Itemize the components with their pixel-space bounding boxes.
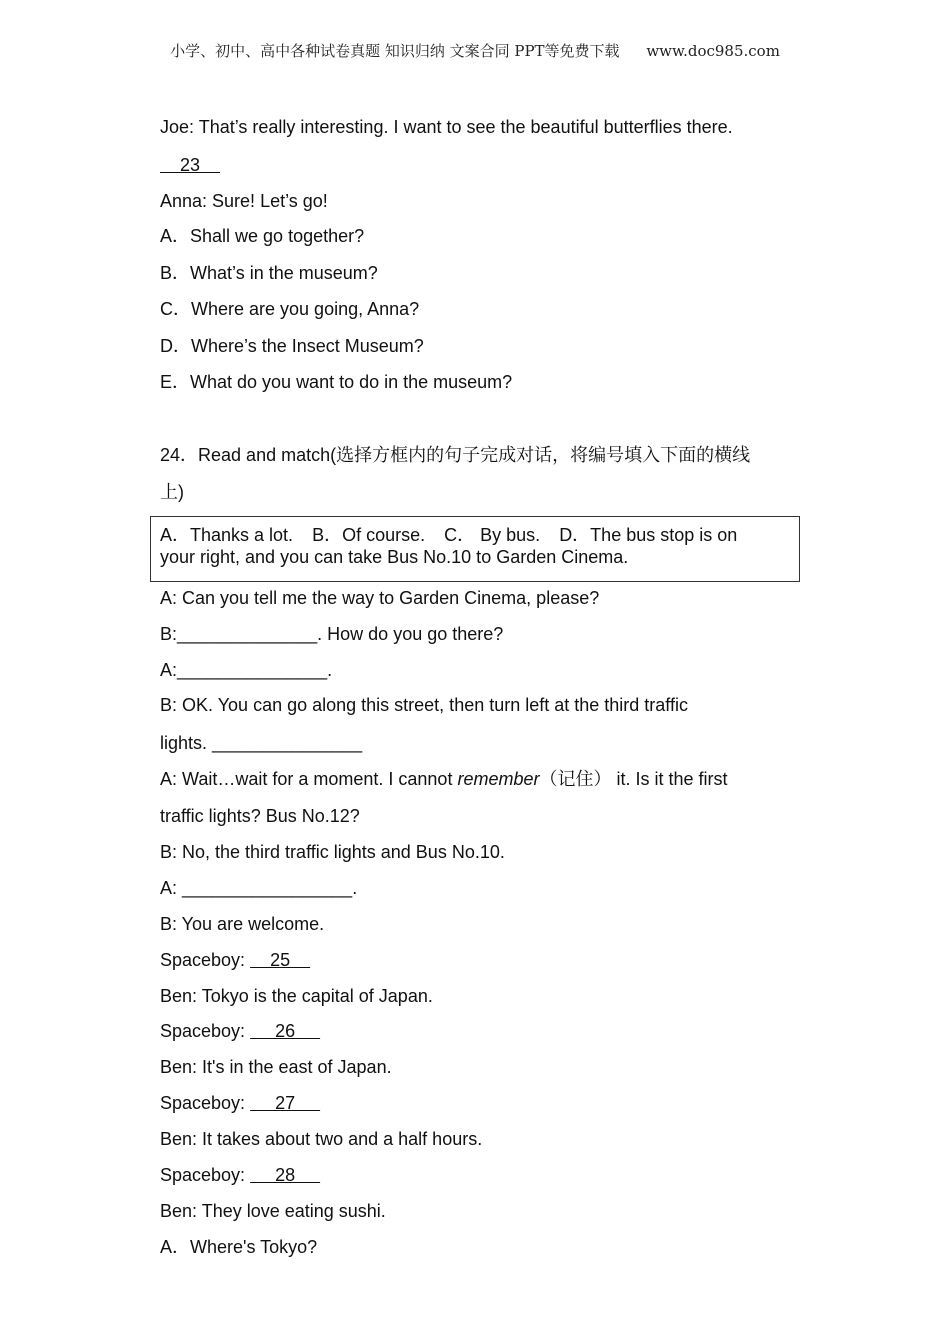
blank-26: 26 xyxy=(250,1021,321,1041)
q24-line-2: B:______________. How do you go there? xyxy=(160,624,504,644)
blank-23 xyxy=(160,154,220,176)
page-header xyxy=(0,40,950,61)
ben-line-1: Ben: Tokyo is the capital of Japan. xyxy=(160,986,433,1006)
ben-line-3: Ben: It takes about two and a half hours. xyxy=(160,1129,483,1149)
spaceboy-26 xyxy=(160,1020,320,1042)
q24-line-10: B: You are welcome. xyxy=(160,914,325,934)
anna-line: Anna: Sure! Let’s go! xyxy=(160,191,328,211)
spaceboy-27 xyxy=(160,1092,320,1114)
box-option-b: B．Of course. xyxy=(312,525,426,545)
ben-line-4: Ben: They love eating sushi. xyxy=(160,1201,386,1221)
spaceboy-25 xyxy=(160,949,310,971)
q24-line-9: A: _________________. xyxy=(160,878,358,898)
spaceboy-25-label: Spaceboy: xyxy=(160,950,251,970)
joe-line: Joe: That’s really interesting. I want to see the beautiful butterflies there. xyxy=(160,117,733,137)
blank-28: 28 xyxy=(250,1165,321,1185)
answer-box-text xyxy=(160,524,792,568)
q24-line-4: B: OK. You can go along this street, then turn left at the third traffic xyxy=(160,695,688,715)
question-24-title-text: 24．Read and match(选择方框内的句子完成对话，将编号填入下面的横线 xyxy=(160,445,751,465)
answer-box-line2: your right, and you can take Bus No.10 to Garden Cinema. xyxy=(160,547,629,567)
remember-word: remember xyxy=(457,769,540,789)
option-a-tokyo: A．Where's Tokyo? xyxy=(160,1237,318,1257)
blank-27: 27 xyxy=(250,1093,321,1113)
option-a: A．Shall we go together? xyxy=(160,226,365,246)
blank-25: 25 xyxy=(250,950,311,970)
q24-line-6c: （记住） it. Is it the first xyxy=(539,769,728,789)
header-text: 小学、初中、高中各种试卷真题 知识归纳 文案合同 PPT等免费下载 xyxy=(170,42,620,60)
header-site: www.doc985.com xyxy=(646,42,780,60)
q24-line-3: A:_______________. xyxy=(160,660,333,680)
spaceboy-26-label: Spaceboy: xyxy=(160,1021,251,1041)
option-c: C．Where are you going, Anna? xyxy=(160,299,420,319)
spaceboy-28-label: Spaceboy: xyxy=(160,1165,251,1185)
answer-box-line1 xyxy=(160,524,792,546)
box-option-a: A．Thanks a lot. xyxy=(160,525,294,545)
q24-line-8: B: No, the third traffic lights and Bus No.10. xyxy=(160,842,505,862)
option-b: B．What’s in the museum? xyxy=(160,263,378,283)
box-option-c: C． By bus. xyxy=(444,525,541,545)
spaceboy-28 xyxy=(160,1164,320,1186)
q24-line-6a: A: Wait…wait for a moment. I cannot xyxy=(160,769,458,789)
option-d: D．Where’s the Insect Museum? xyxy=(160,336,424,356)
option-e: E．What do you want to do in the museum? xyxy=(160,372,513,392)
q24-line-5: lights. _______________ xyxy=(160,733,363,753)
q24-line-6 xyxy=(160,768,728,790)
q24-line-1: A: Can you tell me the way to Garden Cinema, please? xyxy=(160,588,600,608)
question-24-title-cont: 上) xyxy=(160,482,184,502)
question-24-title xyxy=(160,444,750,466)
ben-line-2: Ben: It's in the east of Japan. xyxy=(160,1057,392,1077)
q24-line-7: traffic lights? Bus No.12? xyxy=(160,806,360,826)
box-option-d: D．The bus stop is on xyxy=(559,525,738,545)
spaceboy-27-label: Spaceboy: xyxy=(160,1093,251,1113)
blank-23-text: 23 xyxy=(160,155,221,175)
